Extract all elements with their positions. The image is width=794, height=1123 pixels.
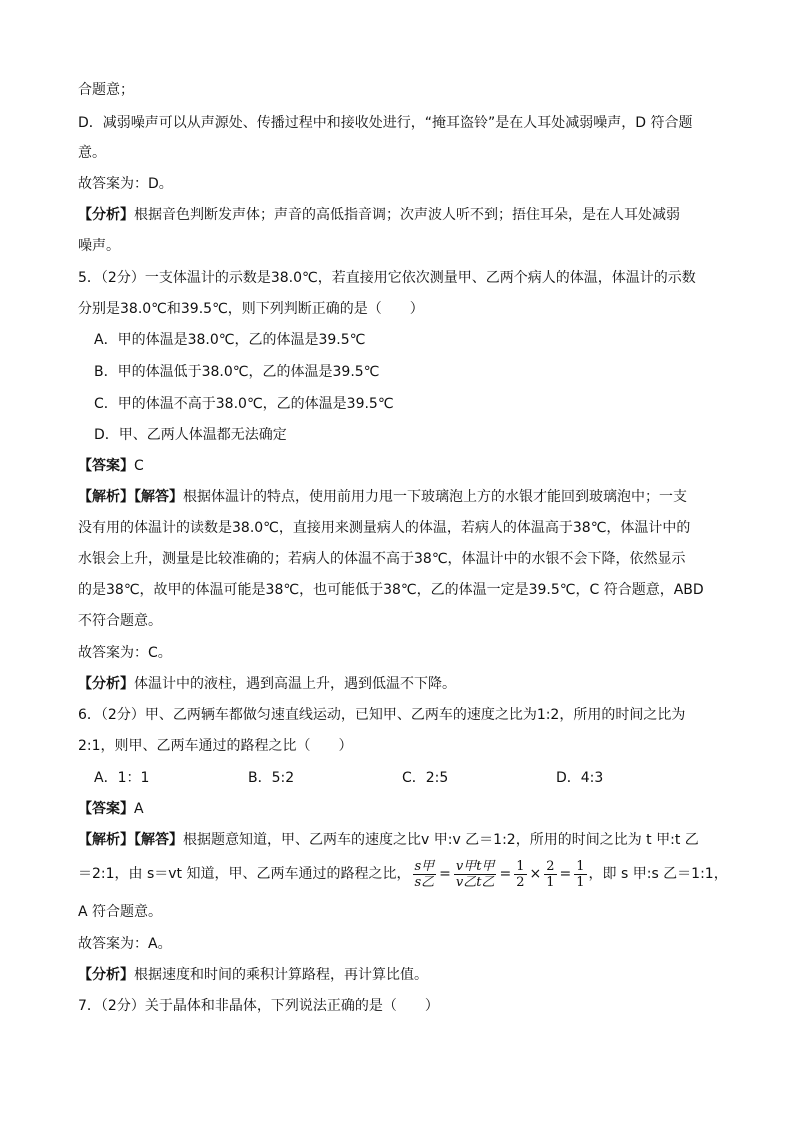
analysis-text: 体温计中的液柱，遇到高温上升，遇到低温不下降。: [134, 676, 456, 692]
answer-tag: 【答案】: [78, 801, 134, 817]
equals-sign: =: [499, 866, 512, 882]
prev-option-d-cont: 意。: [78, 145, 106, 161]
q5-stem-cont: 分别是38.0℃和39.5℃，则下列判断正确的是（ ）: [78, 301, 424, 317]
q6-explanation-formula-line: [78, 856, 728, 892]
fraction-s: [413, 859, 437, 890]
q5-explanation: [78, 487, 687, 507]
q5-analysis: [78, 674, 456, 694]
fraction-numerator: 2: [546, 858, 555, 874]
q6-option-d: D．4:3: [556, 770, 604, 786]
fraction-numerator: v甲t甲: [455, 858, 495, 874]
q5-stem: 5．（2分）一支体温计的示数是38.0℃，若直接用它依次测量甲、乙两个病人的体温，体温计的示数: [78, 270, 696, 286]
fraction-two-over-one: [544, 859, 556, 890]
q6-option-a: A．1：1: [94, 770, 150, 786]
q6-stem: 6．（2分）甲、乙两辆车都做匀速直线运动，已知甲、乙两车的速度之比为1:2，所用的时间之比为: [78, 707, 686, 723]
explanation-text: 根据体温计的特点，使用前用力甩一下玻璃泡上方的水银才能回到玻璃泡中；一支: [183, 489, 687, 505]
q6-answer: [78, 799, 144, 819]
q7-stem: 7．（2分）关于晶体和非晶体，下列说法正确的是（ ）: [78, 998, 439, 1014]
equals-sign: =: [439, 866, 451, 882]
q6-analysis: [78, 965, 428, 985]
times-sign: ×: [529, 866, 542, 882]
q6-explanation: [78, 830, 699, 850]
prev-final-answer: 故答案为：D。: [78, 176, 173, 192]
explanation-text: ，即 s 甲:s 乙＝1:1，: [588, 866, 728, 882]
fraction-numerator: s甲: [414, 858, 435, 874]
q5-option-b: B．甲的体温低于38.0℃，乙的体温是39.5℃: [94, 364, 380, 380]
prev-text-line-1: 合题意；: [78, 82, 134, 98]
explanation-text: 根据题意知道，甲、乙两车的速度之比v 甲:v 乙＝1:2，所用的时间之比为 t 甲:t 乙: [183, 832, 699, 848]
fraction-one-over-one: [574, 859, 586, 890]
ratio-formula: [411, 856, 589, 892]
fraction-denominator: 2: [516, 874, 525, 890]
equals-sign: =: [559, 866, 572, 882]
explanation-text: ＝2:1，由 s＝vt 知道，甲、乙两车通过的路程之比，: [78, 866, 411, 882]
answer-value: A: [134, 801, 144, 817]
explanation-tag: 【解析】【解答】: [78, 489, 183, 505]
q5-answer: [78, 456, 144, 476]
fraction-vt: [454, 859, 497, 890]
q5-explanation-line-2: 没有用的体温计的读数是38.0℃，直接用来测量病人的体温，若病人的体温高于38℃，体温计中的: [78, 520, 691, 536]
fraction-numerator: 1: [516, 858, 525, 874]
fraction-denominator: 1: [576, 874, 585, 890]
q6-stem-cont: 2:1，则甲、乙两车通过的路程之比（ ）: [78, 738, 353, 754]
q6-option-c: C．2:5: [402, 770, 449, 786]
q5-explanation-line-3: 水银会上升，测量是比较准确的；若病人的体温不高于38℃，体温计中的水银不会下降，依然显示: [78, 551, 686, 567]
q6-explanation-line-3: A 符合题意。: [78, 904, 163, 920]
q6-option-b: B．5:2: [248, 770, 295, 786]
fraction-numerator: 1: [576, 858, 585, 874]
fraction-denominator: 1: [546, 874, 555, 890]
q5-final-answer: 故答案为：C。: [78, 645, 172, 661]
q5-option-c: C．甲的体温不高于38.0℃，乙的体温是39.5℃: [94, 396, 394, 412]
answer-tag: 【答案】: [78, 458, 134, 474]
q5-explanation-line-5: 不符合题意。: [78, 613, 162, 629]
prev-analysis-cont: 噪声。: [78, 238, 120, 254]
answer-value: C: [134, 458, 144, 474]
analysis-text: 根据速度和时间的乘积计算路程，再计算比值。: [134, 967, 428, 983]
analysis-text: 根据音色判断发声体；声音的高低指音调；次声波人听不到；捂住耳朵，是在人耳处减弱: [134, 207, 680, 223]
prev-option-d: D．减弱噪声可以从声源处、传播过程中和接收处进行，“掩耳盗铃”是在人耳处减弱噪声，D 符合题: [78, 115, 693, 131]
fraction-denominator: v乙t乙: [455, 874, 495, 890]
analysis-tag: 【分析】: [78, 967, 134, 983]
q5-explanation-line-4: 的是38℃，故甲的体温可能是38℃，也可能低于38℃，乙的体温一定是39.5℃，C 符合题意，ABD: [78, 582, 704, 598]
fraction-one-half: [514, 859, 526, 890]
q5-option-a: A．甲的体温是38.0℃，乙的体温是39.5℃: [94, 332, 366, 348]
prev-analysis: [78, 205, 680, 225]
fraction-denominator: s乙: [414, 874, 435, 890]
q6-final-answer: 故答案为：A。: [78, 936, 172, 952]
explanation-tag: 【解析】【解答】: [78, 832, 183, 848]
q5-option-d: D．甲、乙两人体温都无法确定: [94, 427, 287, 443]
analysis-tag: 【分析】: [78, 207, 134, 223]
analysis-tag: 【分析】: [78, 676, 134, 692]
